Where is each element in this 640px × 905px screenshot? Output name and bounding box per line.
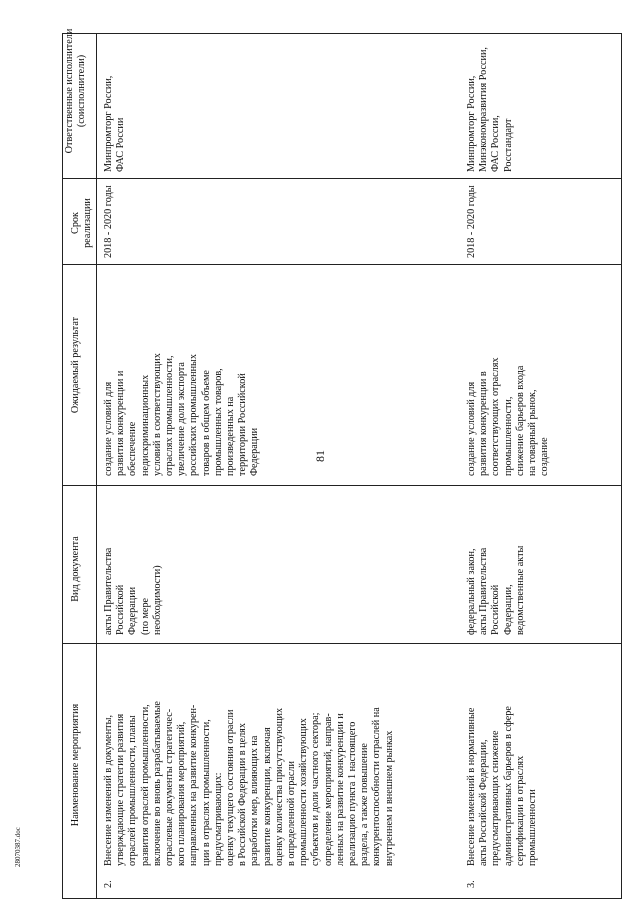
header-name: Наименование мероприятия <box>70 703 81 827</box>
row-number: 3. <box>466 880 477 888</box>
rule-bottom <box>62 898 622 899</box>
row-result: создание условий для развития конкуренции и обеспечение недискриминационных условий в соответствующих отраслях промышленности, увеличение доли экспорта российских промышленных товаров в общем объеме промышленных товаров, произведенных на территории Российской Федерации <box>103 353 261 476</box>
row-doc-type: акты Правительства Российской Федерации (по мере необходимости) <box>103 547 163 635</box>
row-term: 2018 - 2020 годы <box>466 185 477 258</box>
row-result: создание условий для развития конкуренции в соответствующих отраслях промышленности, снижение барьеров входа на товарный рынок, создание <box>466 357 551 476</box>
header-doc-type: Вид документа <box>70 536 81 602</box>
header-term: Срок реализации <box>70 198 94 248</box>
row-responsible: Минпромторг России, ФАС России <box>103 75 127 172</box>
page-number: 81 <box>313 450 327 462</box>
row-measure-name: Внесение изменений в документы, утверждающие стратегии развития отраслей промышленности, планы развития отраслей промышленности, включение во вновь разрабатываемые отраслевые документы стратегичес- кого планирования мероприятий, направленных на развитие конкурен- ции в отраслях промышленности, предусматривающих: оценку текущего состояния отрасли в Российской Федерации в целях разработки мер, влияющих на развитие конкуренции, включая оценку количества присутствующих в определенной отрасли промышленности хозяйствующих субъектов и доли частного сектора; определение мероприятий, направ- ленных на развитие конкуренции и реализацию пункта 1 настоящего раздела, а также повышение конкурентоспособности отраслей на внутреннем и внешнем рынках <box>103 701 395 866</box>
row-term: 2018 - 2020 годы <box>103 185 114 258</box>
header-responsible: Ответственные исполнители (соисполнители) <box>64 28 88 154</box>
rule-left <box>62 33 63 899</box>
document-code: 28070387.doc <box>14 827 22 867</box>
row-doc-type: федеральный закон, акты Правительства Российской Федерации, ведомственные акты <box>466 545 526 635</box>
row-measure-name: Внесение изменений в нормативные акты Российской Федерации, предусматривающих снижение административных барьеров в сфере сертификации в отраслях промышленности <box>466 706 539 866</box>
rule-header-body <box>96 33 97 899</box>
row-number: 2. <box>103 880 114 888</box>
rule-top <box>62 33 622 34</box>
rule-col4-col5 <box>62 178 622 179</box>
header-result: Ожидаемый результат <box>70 316 81 414</box>
row-responsible: Минпромторг России, Минэкономразвития России, ФАС России, Росстандарт <box>466 47 514 172</box>
rule-right <box>621 33 622 899</box>
